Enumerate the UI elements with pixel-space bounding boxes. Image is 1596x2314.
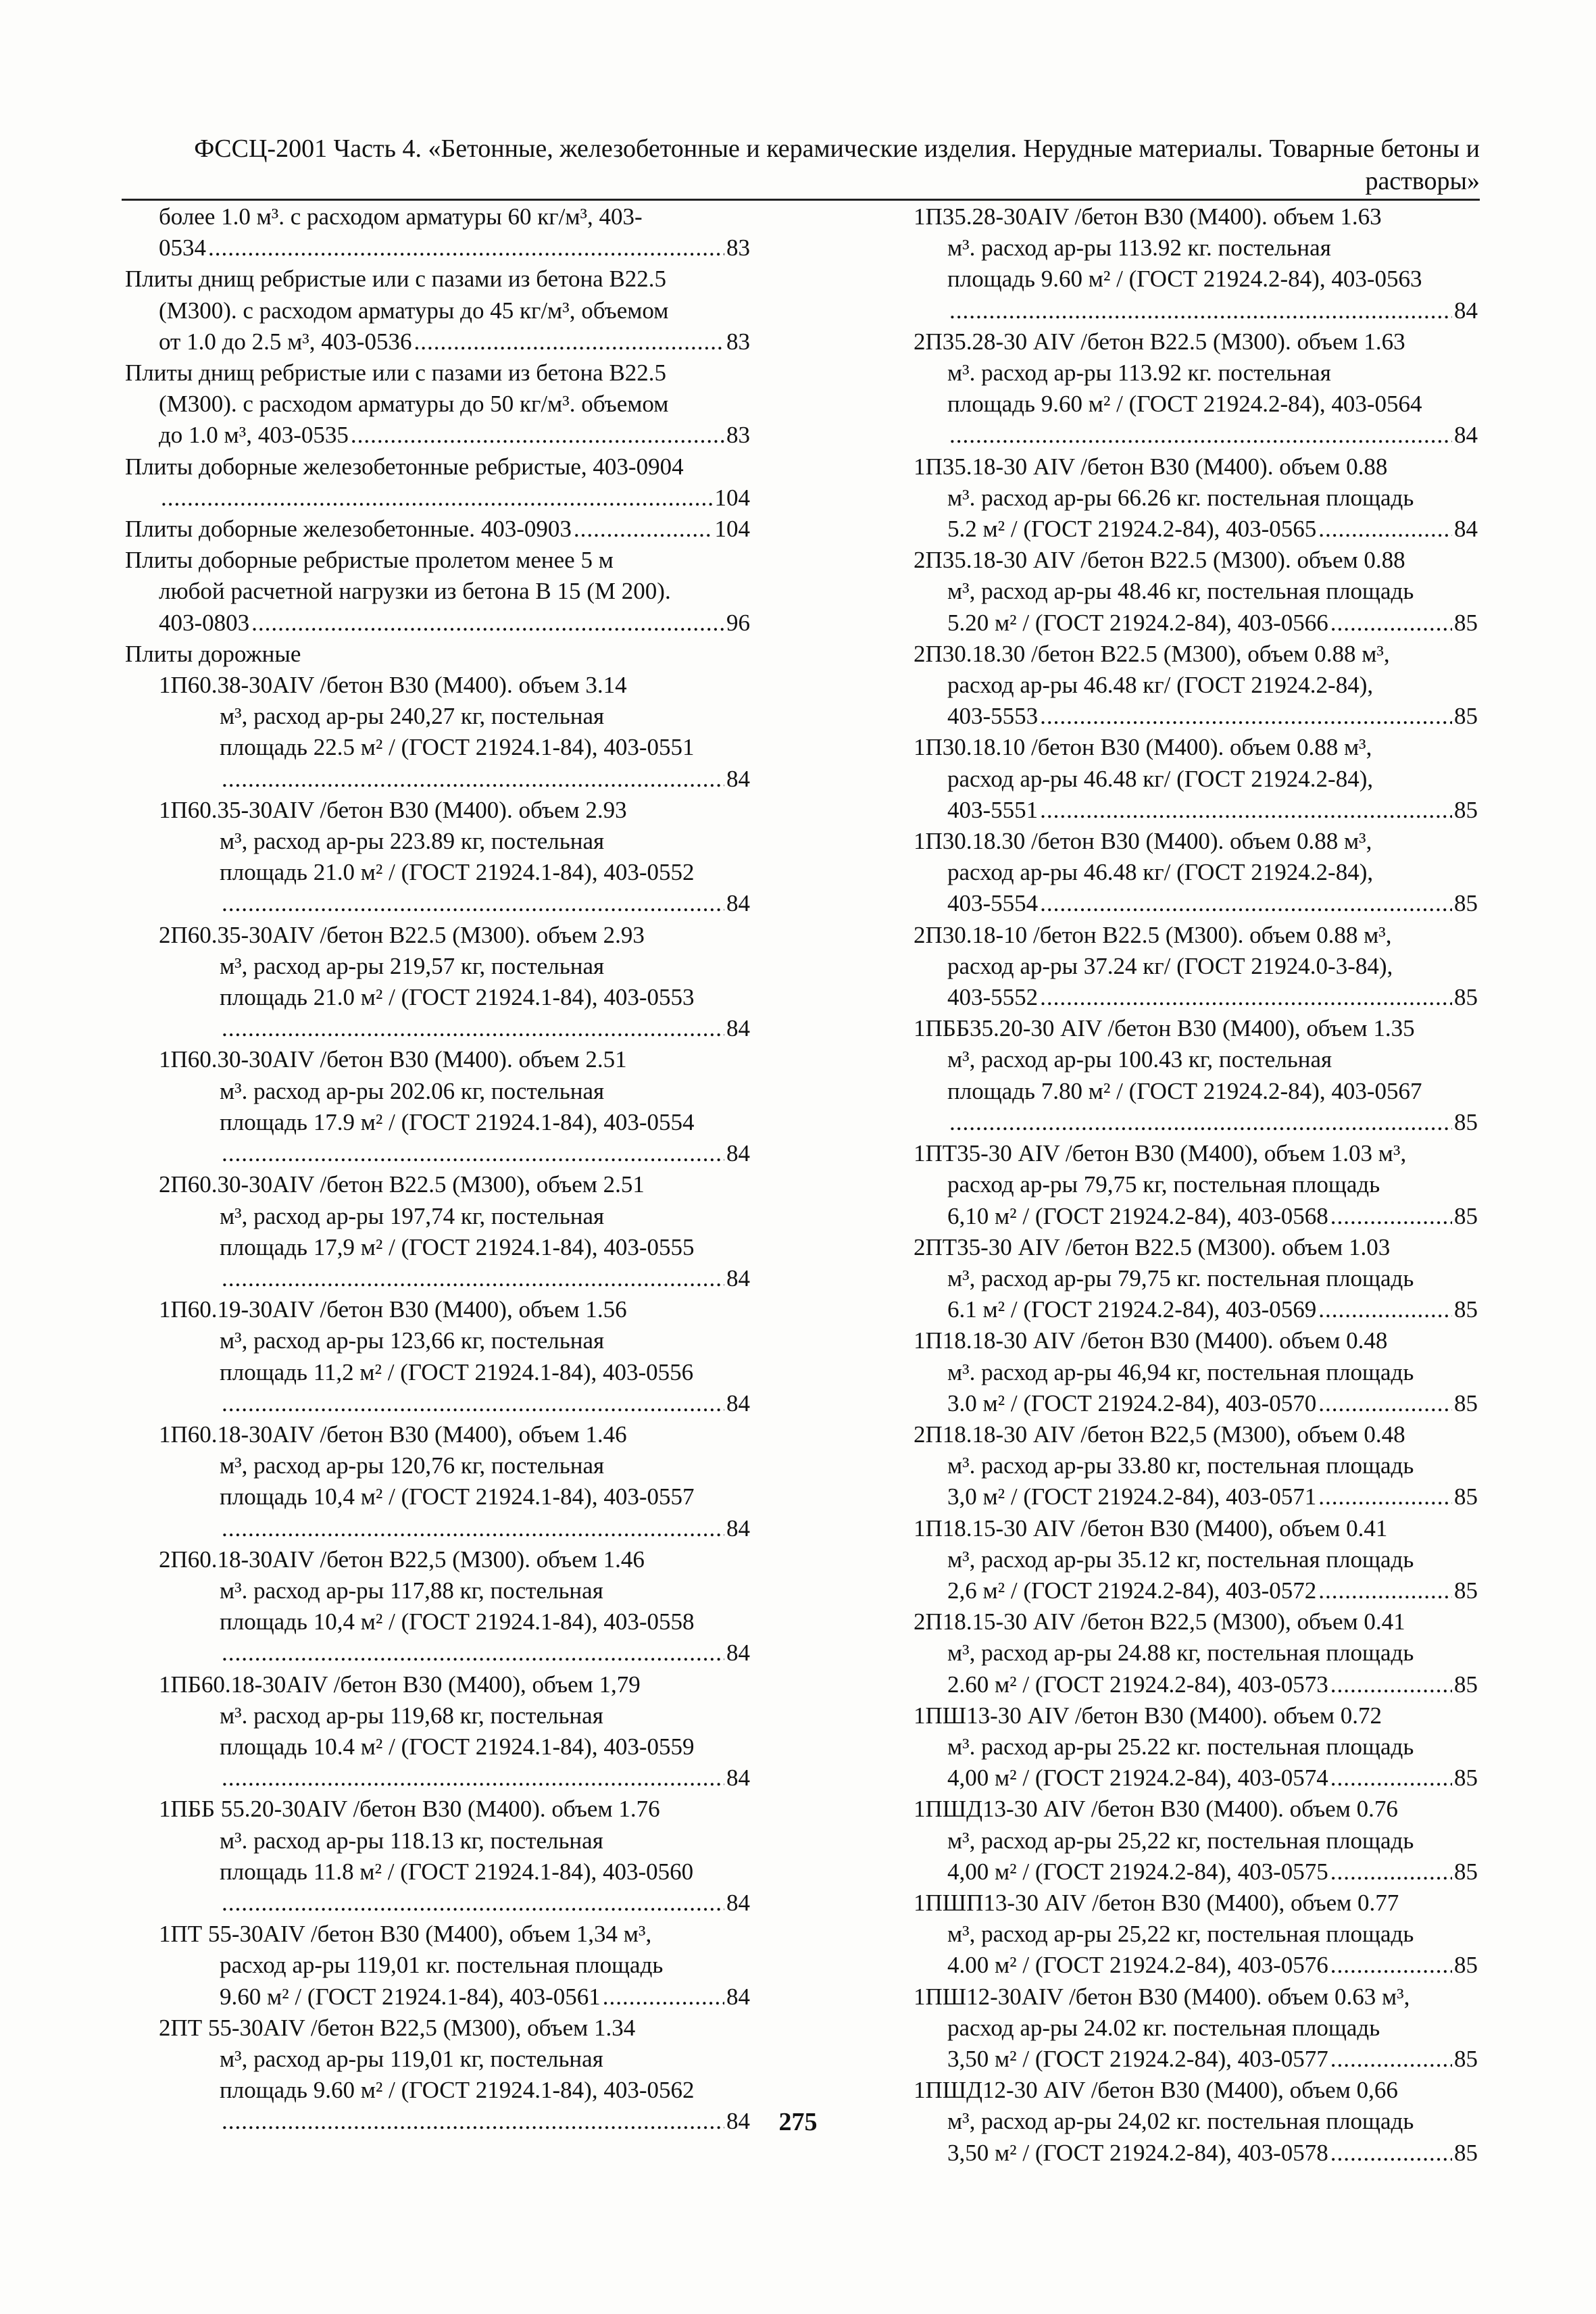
page-ref: 84 (726, 2108, 750, 2135)
section-heading: Плиты дорожные (125, 640, 301, 667)
page-ref: 84 (726, 765, 750, 792)
page-ref: 83 (726, 328, 750, 355)
index-entry: 1П60.19-30AIV /бетон В30 (М400), объем 1.56 м³, расход ар-ры 123,66 кг, постельная площадь 11,2 м² / (ГОСТ 21924.1-84), 403-0556 ..... 84 (125, 1294, 750, 1419)
header-rule (122, 199, 1480, 201)
index-entry: 2П60.30-30AIV /бетон В22.5 (М300), объем 2.51 м³, расход ар-ры 197,74 кг, постельная площадь 17,9 м² / (ГОСТ 21924.1-84), 403-0555 ..... 84 (125, 1169, 750, 1294)
page-ref: 84 (1454, 297, 1478, 324)
index-entry: 1П18.18-30 AIV /бетон В30 (М400). объем 0.48 м³. расход ар-ры 46,94 кг, постельная площадь 3.0 м² / (ГОСТ 21924.2-84), 403-0570 ..... 85 (914, 1325, 1478, 1419)
index-entry: 1П60.35-30AIV /бетон В30 (М400). объем 2.93 м³, расход ар-ры 223.89 кг, постельная площадь 21.0 м² / (ГОСТ 21924.1-84), 403-0552 ..... 84 (125, 795, 750, 920)
page-ref: 85 (1454, 1671, 1478, 1698)
page-ref: 85 (1454, 1389, 1478, 1417)
index-entry: 1П35.18-30 AIV /бетон В30 (М400). объем 0.88 м³. расход ар-ры 66.26 кг. постельная площадь 5.2 м² / (ГОСТ 21924.2-84), 403-0565 ..... 84 (914, 451, 1478, 545)
page-ref: 85 (1454, 984, 1478, 1011)
index-entry: 1ПББ35.20-30 AIV /бетон В30 (М400), объем 1.35 м³, расход ар-ры 100.43 кг, постельная площадь 7.80 м² / (ГОСТ 21924.2-84), 403-0567 ..... 85 (914, 1013, 1478, 1138)
page-ref: 85 (1454, 1765, 1478, 1792)
page-ref: 85 (1454, 1858, 1478, 1885)
page-ref: 84 (726, 1015, 750, 1042)
page-ref: 85 (1454, 1577, 1478, 1604)
index-entry: Плиты днищ ребристые или с пазами из бетона В22.5 (М300). с расходом арматуры до 50 кг/м³. объемом до 1.0 м³, 403-0535 ..... 83 (125, 358, 750, 451)
page-ref: 84 (726, 1389, 750, 1417)
index-entry: 2П18.15-30 AIV /бетон В22,5 (М300), объем 0.41 м³, расход ар-ры 24.88 кг, постельная площадь 2.60 м² / (ГОСТ 21924.2-84), 403-0573 ..... 85 (914, 1606, 1478, 1700)
index-entry: 1П30.18.10 /бетон В30 (М400). объем 0.88 м³, расход ар-ры 46.48 кг/ (ГОСТ 21924.2-84), 403-5551 ..... 85 (914, 732, 1478, 826)
page-ref: 83 (726, 422, 750, 449)
index-entry: 2П35.18-30 AIV /бетон В22.5 (М300). объем 0.88 м³, расход ар-ры 48.46 кг, постельная площадь 5.20 м² / (ГОСТ 21924.2-84), 403-0566 ..... 85 (914, 545, 1478, 639)
index-entry: 2ПТ 55-30AIV /бетон В22,5 (М300), объем 1.34 м³, расход ар-ры 119,01 кг, постельная площадь 9.60 м² / (ГОСТ 21924.1-84), 403-0562 ..... 84 (125, 2013, 750, 2138)
page-ref: 84 (1454, 422, 1478, 449)
index-entry: 2П60.35-30AIV /бетон В22.5 (М300). объем 2.93 м³, расход ар-ры 219,57 кг, постельная площадь 21.0 м² / (ГОСТ 21924.1-84), 403-0553 ..... 84 (125, 920, 750, 1045)
page-ref: 85 (1454, 703, 1478, 730)
page-ref: 84 (726, 1140, 750, 1167)
page-ref: 84 (726, 1889, 750, 1916)
page-ref: 84 (726, 890, 750, 917)
page-ref: 85 (1454, 609, 1478, 636)
index-entry: 1ПШ13-30 AIV /бетон В30 (М400). объем 0.72 м³. расход ар-ры 25.22 кг. постельная площадь 4,00 м² / (ГОСТ 21924.2-84), 403-0574 ..... 85 (914, 1700, 1478, 1794)
page-ref: 85 (1454, 2045, 1478, 2072)
index-entry: Плиты доборные железобетонные ребристые, 403-0904 ..... 104 (125, 451, 750, 514)
index-entry: более 1.0 м³. с расходом арматуры 60 кг/м³, 403- 0534 ..... 83 (125, 201, 750, 264)
index-entry: 1П30.18.30 /бетон В30 (М400). объем 0.88 м³, расход ар-ры 46.48 кг/ (ГОСТ 21924.2-84), 403-5554 ..... 85 (914, 826, 1478, 920)
index-entry: 1ПТ 55-30AIV /бетон В30 (М400), объем 1,34 м³, расход ар-ры 119,01 кг. постельная площадь 9.60 м² / (ГОСТ 21924.1-84), 403-0561 ..... 84 (125, 1919, 750, 2013)
page-ref: 85 (1454, 890, 1478, 917)
index-entry: 1ПШД12-30 AIV /бетон В30 (М400), объем 0,66 м³, расход ар-ры 24,02 кг. постельная площадь 3,50 м² / (ГОСТ 21924.2-84), 403-0578 ..... 85 (914, 2075, 1478, 2169)
index-entry: Плиты доборные ребристые пролетом менее 5 м любой расчетной нагрузки из бетона В 15 (М 200). 403-0803 ..... 96 (125, 545, 750, 639)
page-ref: 84 (1454, 516, 1478, 543)
page-ref: 84 (726, 1640, 750, 1667)
page-number: 275 (778, 2108, 818, 2136)
page-ref: 85 (1454, 796, 1478, 823)
index-entry: 2П30.18.30 /бетон В22.5 (М300), объем 0.88 м³, расход ар-ры 46.48 кг/ (ГОСТ 21924.2-84), 403-5553 ..... 85 (914, 639, 1478, 733)
index-entry: 2П30.18-10 /бетон В22.5 (М300). объем 0.88 м³, расход ар-ры 37.24 кг/ (ГОСТ 21924.0-3-84), 403-5552 ..... 85 (914, 920, 1478, 1014)
page-ref: 85 (1454, 1108, 1478, 1135)
page-ref: 85 (1454, 1202, 1478, 1229)
index-entry: 1П60.18-30AIV /бетон В30 (М400), объем 1.46 м³, расход ар-ры 120,76 кг, постельная площадь 10,4 м² / (ГОСТ 21924.1-84), 403-0557 ..... 84 (125, 1419, 750, 1544)
index-entry: 2П60.18-30AIV /бетон В22,5 (М300). объем 1.46 м³. расход ар-ры 117,88 кг, постельная площадь 10,4 м² / (ГОСТ 21924.1-84), 403-0558 ..... 84 (125, 1544, 750, 1669)
index-entry: 1П18.15-30 AIV /бетон В30 (М400), объем 0.41 м³, расход ар-ры 35.12 кг, постельная площадь 2,6 м² / (ГОСТ 21924.2-84), 403-0572 ..... 85 (914, 1513, 1478, 1607)
right-column (914, 201, 1478, 2169)
index-entry: 1ПШ12-30AIV /бетон В30 (М400). объем 0.63 м³, расход ар-ры 24.02 кг. постельная площадь 3,50 м² / (ГОСТ 21924.2-84), 403-0577 ..... 85 (914, 1981, 1478, 2075)
index-entry: 2ПТ35-30 AIV /бетон В22.5 (М300). объем 1.03 м³, расход ар-ры 79,75 кг. постельная площадь 6.1 м² / (ГОСТ 21924.2-84), 403-0569 ..... 85 (914, 1232, 1478, 1326)
page-ref: 96 (726, 609, 750, 636)
index-entry: 1ПШД13-30 AIV /бетон В30 (М400). объем 0.76 м³, расход ар-ры 25,22 кг, постельная площадь 4,00 м² / (ГОСТ 21924.2-84), 403-0575 ..... 85 (914, 1794, 1478, 1888)
index-entry: 2П18.18-30 AIV /бетон В22,5 (М300), объем 0.48 м³. расход ар-ры 33.80 кг, постельная площадь 3,0 м² / (ГОСТ 21924.2-84), 403-0571 ..... 85 (914, 1419, 1478, 1513)
header-title-continued: растворы» (1365, 167, 1480, 195)
page-ref: 85 (1454, 1483, 1478, 1510)
page-ref: 104 (714, 484, 750, 511)
page-header (122, 132, 1480, 197)
index-entry: 1ПШП13-30 AIV /бетон В30 (М400), объем 0.77 м³, расход ар-ры 25,22 кг, постельная площадь 4.00 м² / (ГОСТ 21924.2-84), 403-0576 ..... 85 (914, 1888, 1478, 1981)
left-column (125, 201, 750, 2138)
index-entry: 2П35.28-30 AIV /бетон В22.5 (М300). объем 1.63 м³. расход ар-ры 113.92 кг. постельная площадь 9.60 м² / (ГОСТ 21924.2-84), 403-0564 ..... 84 (914, 326, 1478, 451)
index-entry: 1П60.38-30AIV /бетон В30 (М400). объем 3.14 м³, расход ар-ры 240,27 кг, постельная площадь 22.5 м² / (ГОСТ 21924.1-84), 403-0551 ..... 84 (125, 670, 750, 795)
page-ref: 83 (726, 235, 750, 262)
index-entry: 1ПТ35-30 AIV /бетон В30 (М400), объем 1.03 м³, расход ар-ры 79,75 кг, постельная площадь 6,10 м² / (ГОСТ 21924.2-84), 403-0568 ..... 85 (914, 1138, 1478, 1232)
page-ref: 84 (726, 1765, 750, 1792)
page-ref: 104 (714, 516, 750, 543)
index-entry: 1ПБ60.18-30AIV /бетон В30 (М400), объем 1,79 м³. расход ар-ры 119,68 кг, постельная площадь 10.4 м² / (ГОСТ 21924.1-84), 403-0559 ..... 84 (125, 1669, 750, 1794)
index-entry: 1ПББ 55.20-30AIV /бетон В30 (М400). объем 1.76 м³. расход ар-ры 118.13 кг, постельная площадь 11.8 м² / (ГОСТ 21924.1-84), 403-0560 ..... 84 (125, 1794, 750, 1919)
page-ref: 84 (726, 1264, 750, 1291)
page-ref: 84 (726, 1515, 750, 1542)
page-ref: 84 (726, 1983, 750, 2010)
page-ref: 85 (1454, 1296, 1478, 1323)
page-ref: 85 (1454, 1952, 1478, 1979)
header-title: ФССЦ-2001 Часть 4. «Бетонные, железобетонные и керамические изделия. Нерудные материалы. Товарные бетоны и (194, 134, 1480, 163)
index-entry: Плиты доборные железобетонные. 403-0903 ..... 104 (125, 514, 750, 545)
index-entry: 1П60.30-30AIV /бетон В30 (М400). объем 2.51 м³. расход ар-ры 202.06 кг, постельная площадь 17.9 м² / (ГОСТ 21924.1-84), 403-0554 ..... 84 (125, 1044, 750, 1169)
index-entry: Плиты днищ ребристые или с пазами из бетона В22.5 (М300). с расходом арматуры до 45 кг/м³, объемом от 1.0 до 2.5 м³, 403-0536 ..... 83 (125, 264, 750, 358)
index-entry: 1П35.28-30AIV /бетон В30 (М400). объем 1.63 м³. расход ар-ры 113.92 кг. постельная площадь 9.60 м² / (ГОСТ 21924.2-84), 403-0563 ..... 84 (914, 201, 1478, 326)
page-ref: 85 (1454, 2139, 1478, 2166)
